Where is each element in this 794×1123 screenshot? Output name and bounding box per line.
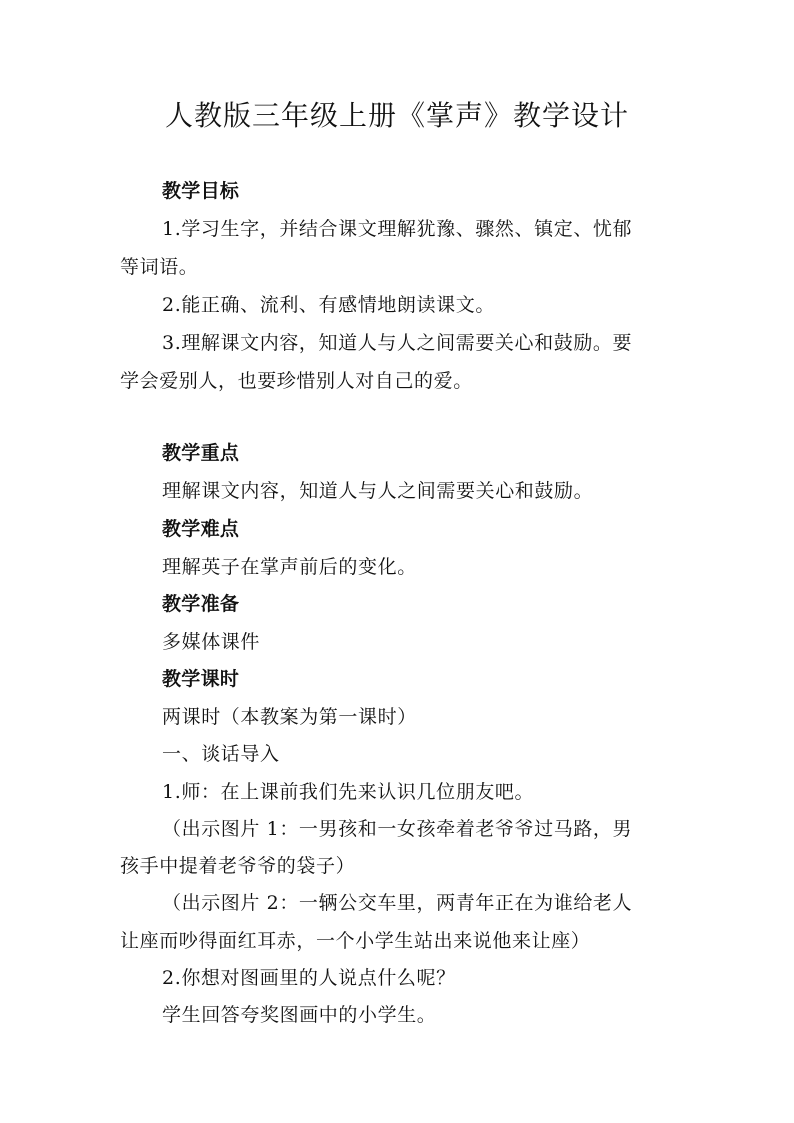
key-point-text: 理解课文内容，知道人与人之间需要关心和鼓励。 — [162, 480, 594, 502]
goal-item-3-continued: 学会爱别人，也要珍惜别人对自己的爱。 — [120, 370, 473, 392]
picture-2-description-continued: 让座而吵得面红耳赤，一个小学生站出来说他来让座） — [120, 930, 591, 952]
goal-item-2: 2.能正确、流利、有感情地朗读课文。 — [162, 294, 495, 316]
goal-item-1-continued: 等词语。 — [120, 256, 199, 278]
section-1-heading: 一、谈话导入 — [162, 743, 280, 765]
section-1-paragraph-3: 学生回答夸奖图画中的小学生。 — [162, 1004, 437, 1026]
goal-item-3: 3.理解课文内容，知道人与人之间需要关心和鼓励。要 — [162, 332, 633, 354]
section-1-paragraph-2: 2.你想对图画里的人说点什么呢？ — [162, 967, 456, 989]
picture-1-description: （出示图片 1：一男孩和一女孩牵着老爷爷过马路，男 — [162, 818, 633, 840]
periods-heading: 教学课时 — [162, 668, 240, 690]
section-1-paragraph-1: 1.师：在上课前我们先来认识几位朋友吧。 — [162, 781, 535, 803]
key-point-heading: 教学重点 — [162, 442, 240, 464]
document-title: 人教版三年级上册《掌声》教学设计 — [164, 99, 629, 132]
periods-text: 两课时（本教案为第一课时） — [162, 706, 417, 728]
preparation-heading: 教学准备 — [162, 593, 240, 615]
preparation-text: 多媒体课件 — [162, 631, 261, 653]
picture-2-description: （出示图片 2：一辆公交车里，两青年正在为谁给老人 — [162, 892, 633, 914]
goal-item-1: 1.学习生字，并结合课文理解犹豫、骤然、镇定、忧郁 — [162, 218, 633, 240]
difficulty-text: 理解英子在掌声前后的变化。 — [162, 556, 417, 578]
goals-heading: 教学目标 — [162, 180, 240, 202]
difficulty-heading: 教学难点 — [162, 518, 240, 540]
picture-1-description-continued: 孩手中提着老爷爷的袋子） — [120, 855, 356, 877]
